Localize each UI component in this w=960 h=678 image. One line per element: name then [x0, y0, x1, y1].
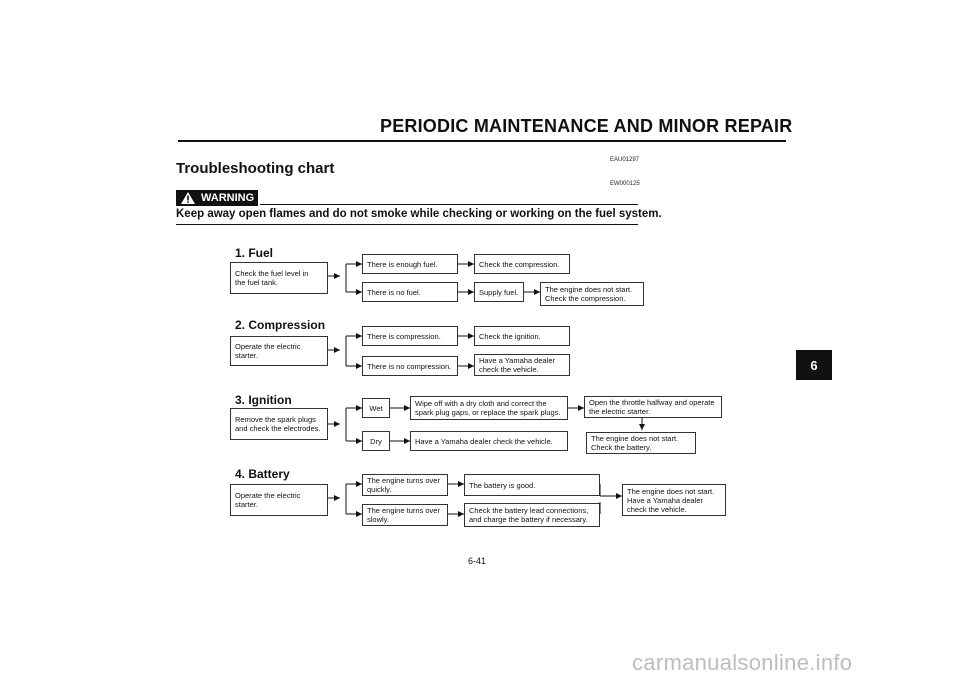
ignition-dry-text: Dry — [370, 436, 382, 446]
fuel-start-text: Check the fuel level in the fuel tank. — [235, 269, 309, 287]
compression-yes-box — [362, 326, 458, 346]
ignition-section-title: 3. Ignition — [235, 393, 292, 407]
ignition-wet-final-text: Open the throttle halfway and operate the electric starter. — [589, 398, 715, 416]
fuel-enough-text: There is enough fuel. — [367, 259, 438, 269]
compression-no-next-text: Have a Yamaha dealer check the vehicle. — [479, 356, 556, 374]
fuel-supply-text: Supply fuel. — [479, 287, 519, 297]
section-title: Troubleshooting chart — [176, 160, 335, 177]
fuel-none-text: There is no fuel. — [367, 287, 421, 297]
page-number: 6-41 — [468, 556, 487, 566]
compression-no-next-box — [474, 354, 570, 376]
warning-code: EW000125 — [610, 181, 640, 187]
compression-yes-next-text: Check the ignition. — [479, 331, 541, 341]
battery-final-box — [622, 484, 726, 516]
fuel-none-box — [362, 282, 458, 302]
battery-slow-next-box — [464, 503, 600, 527]
ignition-dry-box — [362, 431, 390, 451]
compression-yes-text: There is compression. — [367, 331, 441, 341]
compression-start-text: Operate the electric starter. — [235, 342, 301, 360]
battery-quick-box — [362, 474, 448, 496]
chapter-tab: 6 — [796, 350, 832, 380]
ignition-wet-next-box — [410, 396, 568, 420]
ignition-wet-box — [362, 398, 390, 418]
ignition-wet-text: Wet — [369, 403, 383, 413]
ignition-start-box — [230, 408, 328, 440]
battery-final-text: The engine does not start. Have a Yamaha dealer check the vehicle. — [627, 486, 715, 514]
ignition-dry-next-text: Have a Yamaha dealer check the vehicle. — [415, 436, 553, 446]
compression-section-title: 2. Compression — [235, 318, 326, 332]
fuel-enough-box — [362, 254, 458, 274]
watermark: carmanualsonline.info — [632, 650, 853, 675]
battery-start-text: Operate the electric starter. — [235, 491, 301, 509]
battery-section-title: 4. Battery — [235, 467, 290, 481]
ignition-wet-final2-box — [586, 432, 696, 454]
compression-start-box — [230, 336, 328, 366]
compression-no-text: There is no compression. — [367, 361, 452, 371]
fuel-start-box — [230, 262, 328, 294]
battery-quick-text: The engine turns over quickly. — [367, 476, 440, 494]
fuel-enough-next-text: Check the compression. — [479, 259, 560, 269]
page-header-title: PERIODIC MAINTENANCE AND MINOR REPAIR — [380, 116, 793, 136]
ignition-dry-next-box — [410, 431, 568, 451]
battery-quick-next-text: The battery is good. — [469, 480, 536, 490]
section-code: EAU01297 — [610, 157, 640, 163]
fuel-final-text: The engine does not start. Check the compression. — [545, 285, 633, 303]
ignition-wet-next-text: Wipe off with a dry cloth and correct the spark plug gaps, or replace the spark plugs. — [415, 399, 561, 417]
ignition-start-text: Remove the spark plugs and check the electrodes. — [235, 415, 321, 433]
fuel-enough-next-box — [474, 254, 570, 274]
battery-quick-next-box — [464, 474, 600, 496]
fuel-supply-box — [474, 282, 524, 302]
compression-no-box — [362, 356, 458, 376]
fuel-final-box — [540, 282, 644, 306]
ignition-wet-final2-text: The engine does not start. Check the battery. — [591, 434, 679, 452]
battery-slow-text: The engine turns over slowly. — [367, 506, 440, 524]
warning-text: Keep away open flames and do not smoke while checking or working on the fuel system. — [176, 208, 662, 220]
battery-start-box — [230, 484, 328, 516]
battery-slow-next-text: Check the battery lead connections, and charge the battery if necessary. — [469, 506, 589, 524]
ignition-wet-final-box — [584, 396, 722, 418]
warning-label: WARNING — [201, 192, 255, 204]
battery-slow-box — [362, 504, 448, 526]
fuel-section-title: 1. Fuel — [235, 246, 274, 260]
compression-yes-next-box — [474, 326, 570, 346]
